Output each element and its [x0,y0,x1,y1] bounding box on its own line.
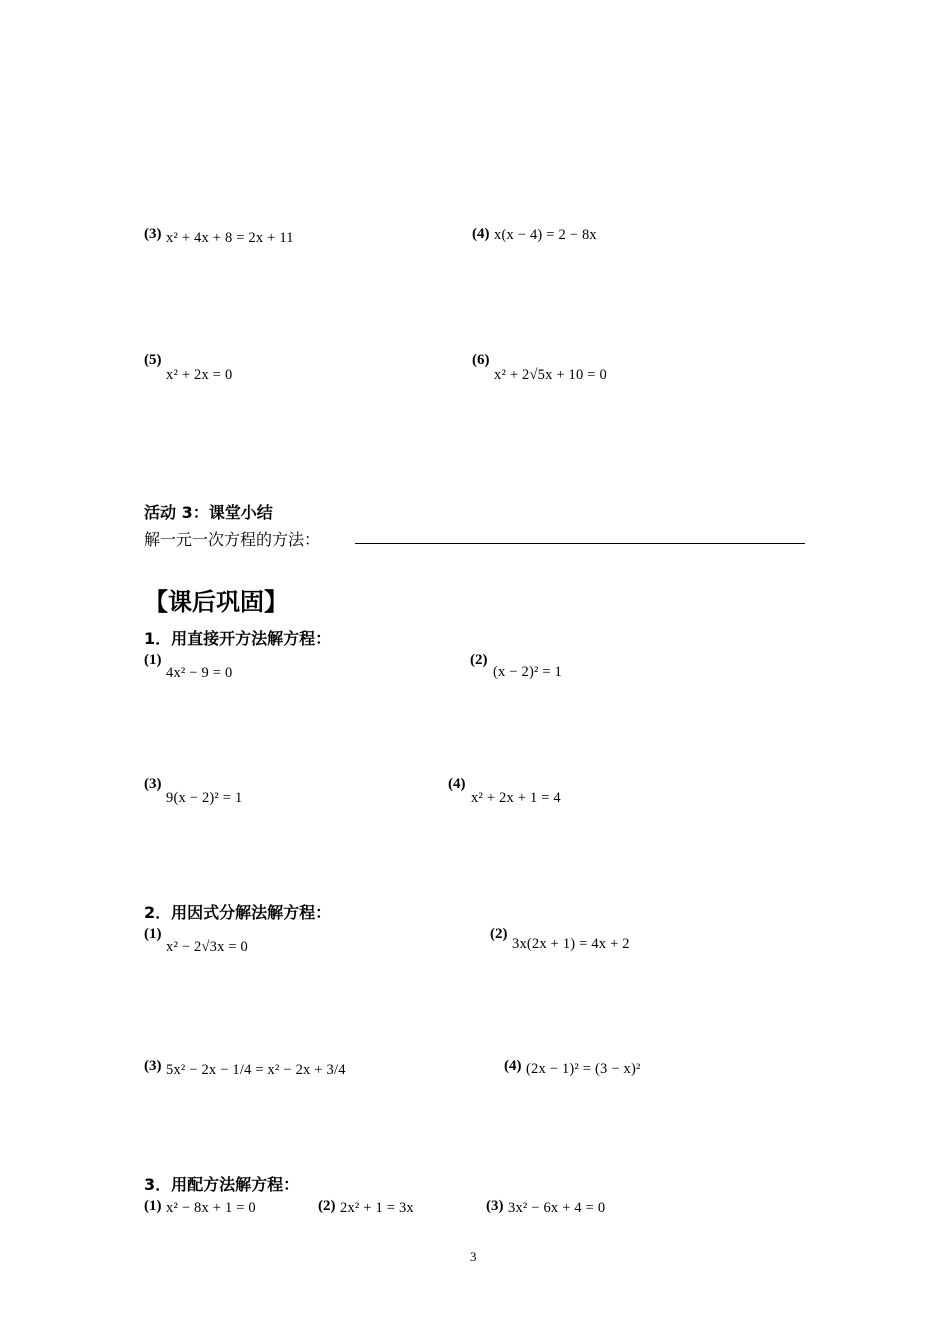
problem-label: (2) [470,652,488,668]
equation: 3x(2x + 1) = 4x + 2 [512,936,630,952]
exercise-group-title: 1．用直接开方法解方程： [144,629,332,648]
equation: 4x² − 9 = 0 [166,665,233,681]
problem-label: (1) [144,926,162,942]
problem-label: (4) [448,776,466,792]
equation: x² − 8x + 1 = 0 [166,1200,256,1216]
equation: x² + 2x + 1 = 4 [471,790,561,806]
equation: (2x − 1)² = (3 − x)² [526,1061,641,1077]
problem-label: (1) [144,652,162,668]
answer-blank-line [355,543,805,544]
equation: 5x² − 2x − 1/4 = x² − 2x + 3/4 [166,1062,346,1078]
problem-label: (1) [144,1198,162,1214]
problem-label: (2) [490,926,508,942]
section-title: 【课后巩固】 [144,588,288,616]
equation: 3x² − 6x + 4 = 0 [508,1200,606,1216]
activity3-title: 活动 3：课堂小结 [144,503,273,522]
problem-label: (3) [144,776,162,792]
page-number: 3 [470,1249,477,1264]
equation: 9(x − 2)² = 1 [166,790,243,806]
equation: x² + 4x + 8 = 2x + 11 [166,230,294,246]
equation: x(x − 4) = 2 − 8x [494,227,597,243]
problem-label: (4) [504,1058,522,1074]
exercise-group-title: 3．用配方法解方程： [144,1175,300,1194]
problem-label: (3) [144,1058,162,1074]
problem-label: (6) [472,352,490,368]
equation: x² + 2√5x + 10 = 0 [494,367,607,383]
exercise-group-title: 2．用因式分解法解方程： [144,903,332,922]
problem-label: (4) [472,226,490,242]
equation: x² + 2x = 0 [166,367,233,383]
equation: (x − 2)² = 1 [493,664,563,680]
equation: x² − 2√3x = 0 [166,939,249,955]
activity3-prompt: 解一元一次方程的方法： [144,530,321,549]
equation: 2x² + 1 = 3x [340,1200,414,1216]
problem-label: (3) [486,1198,504,1214]
problem-label: (2) [318,1198,336,1214]
problem-label: (3) [144,226,162,242]
problem-label: (5) [144,352,162,368]
